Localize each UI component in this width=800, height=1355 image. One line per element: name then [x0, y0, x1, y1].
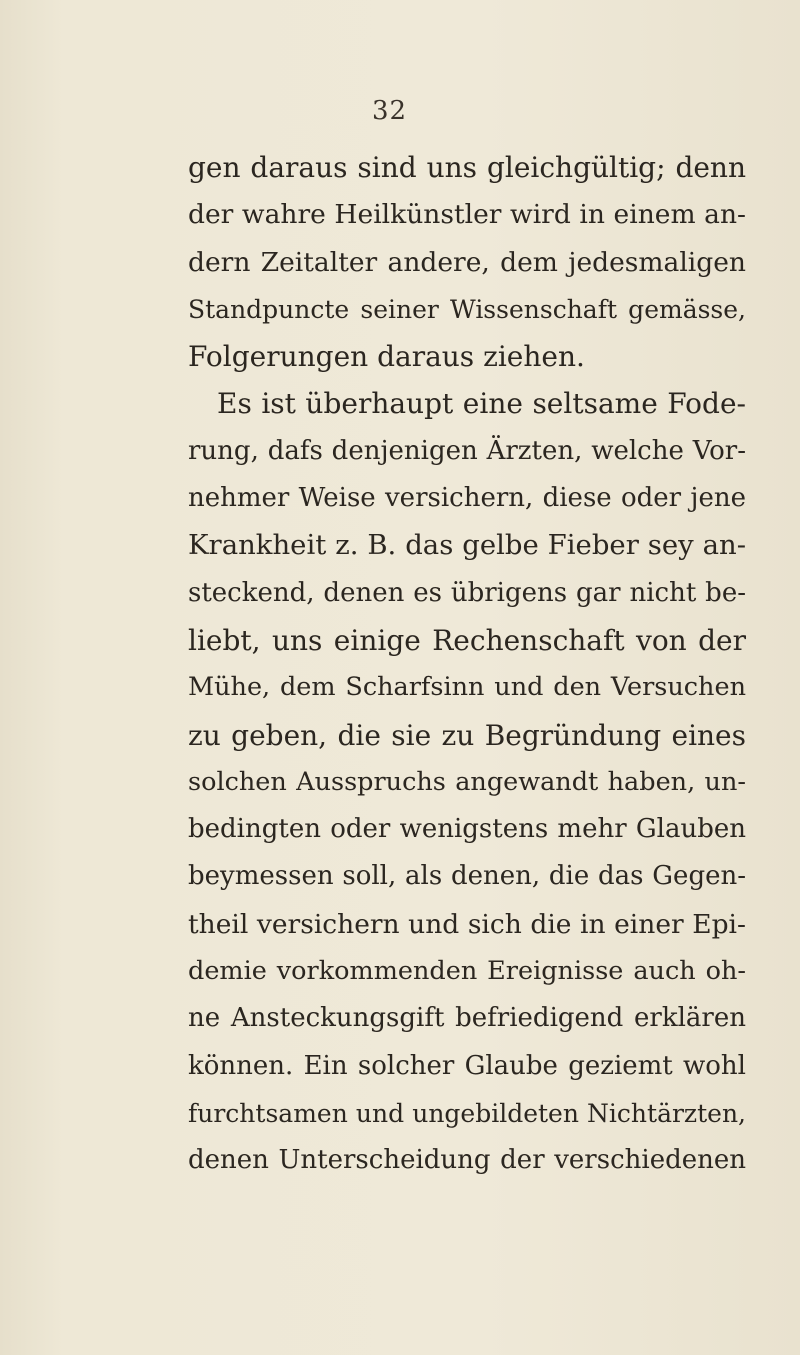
text-line: der wahre Heilkünstler wird in einem an-	[188, 199, 746, 231]
text-line: Folgerungen daraus ziehen.	[188, 340, 585, 374]
text-line: nehmer Weise versichern, diese oder jene	[188, 483, 746, 514]
text-line: Mühe, dem Scharfsinn und den Versuchen	[188, 672, 746, 703]
text-line: demie vorkommenden Ereignisse auch oh-	[188, 956, 746, 987]
text-line: dern Zeitalter andere, dem jedesmaligen	[188, 246, 746, 278]
text-line: Standpuncte seiner Wissenschaft gemässe,	[188, 294, 746, 324]
text-line: beymessen soll, als denen, die das Gegen-	[188, 861, 746, 892]
text-line: bedingten oder wenigstens mehr Glauben	[188, 814, 746, 845]
text-line: gen daraus sind uns gleichgültig; denn	[188, 151, 746, 184]
text-line: können. Ein solcher Glaube geziemt wohl	[188, 1050, 746, 1081]
text-line: liebt, uns einige Rechenschaft von der	[188, 623, 746, 657]
text-line: Es ist überhaupt eine seltsame Fode-	[217, 387, 746, 421]
text-line: Krankheit z. B. das gelbe Fieber sey an-	[188, 529, 746, 562]
text-line: steckend, denen es übrigens gar nicht be-	[188, 577, 746, 608]
body-text	[188, 144, 746, 1185]
text-line: theil versichern und sich die in einer Epi-	[188, 908, 746, 940]
text-line: ne Ansteckungsgift befriedigend erklären	[188, 1003, 746, 1034]
page-number: 32	[372, 96, 408, 126]
text-line: denen Unterscheidung der verschiedenen	[188, 1145, 746, 1176]
text-line: furchtsamen und ungebildeten Nichtärzten,	[188, 1098, 746, 1128]
text-line: zu geben, die sie zu Begründung eines	[188, 718, 746, 752]
text-line: rung, dafs denjenigen Ärzten, welche Vor-	[188, 435, 746, 466]
text-line: solchen Ausspruchs angewandt haben, un-	[188, 766, 746, 797]
